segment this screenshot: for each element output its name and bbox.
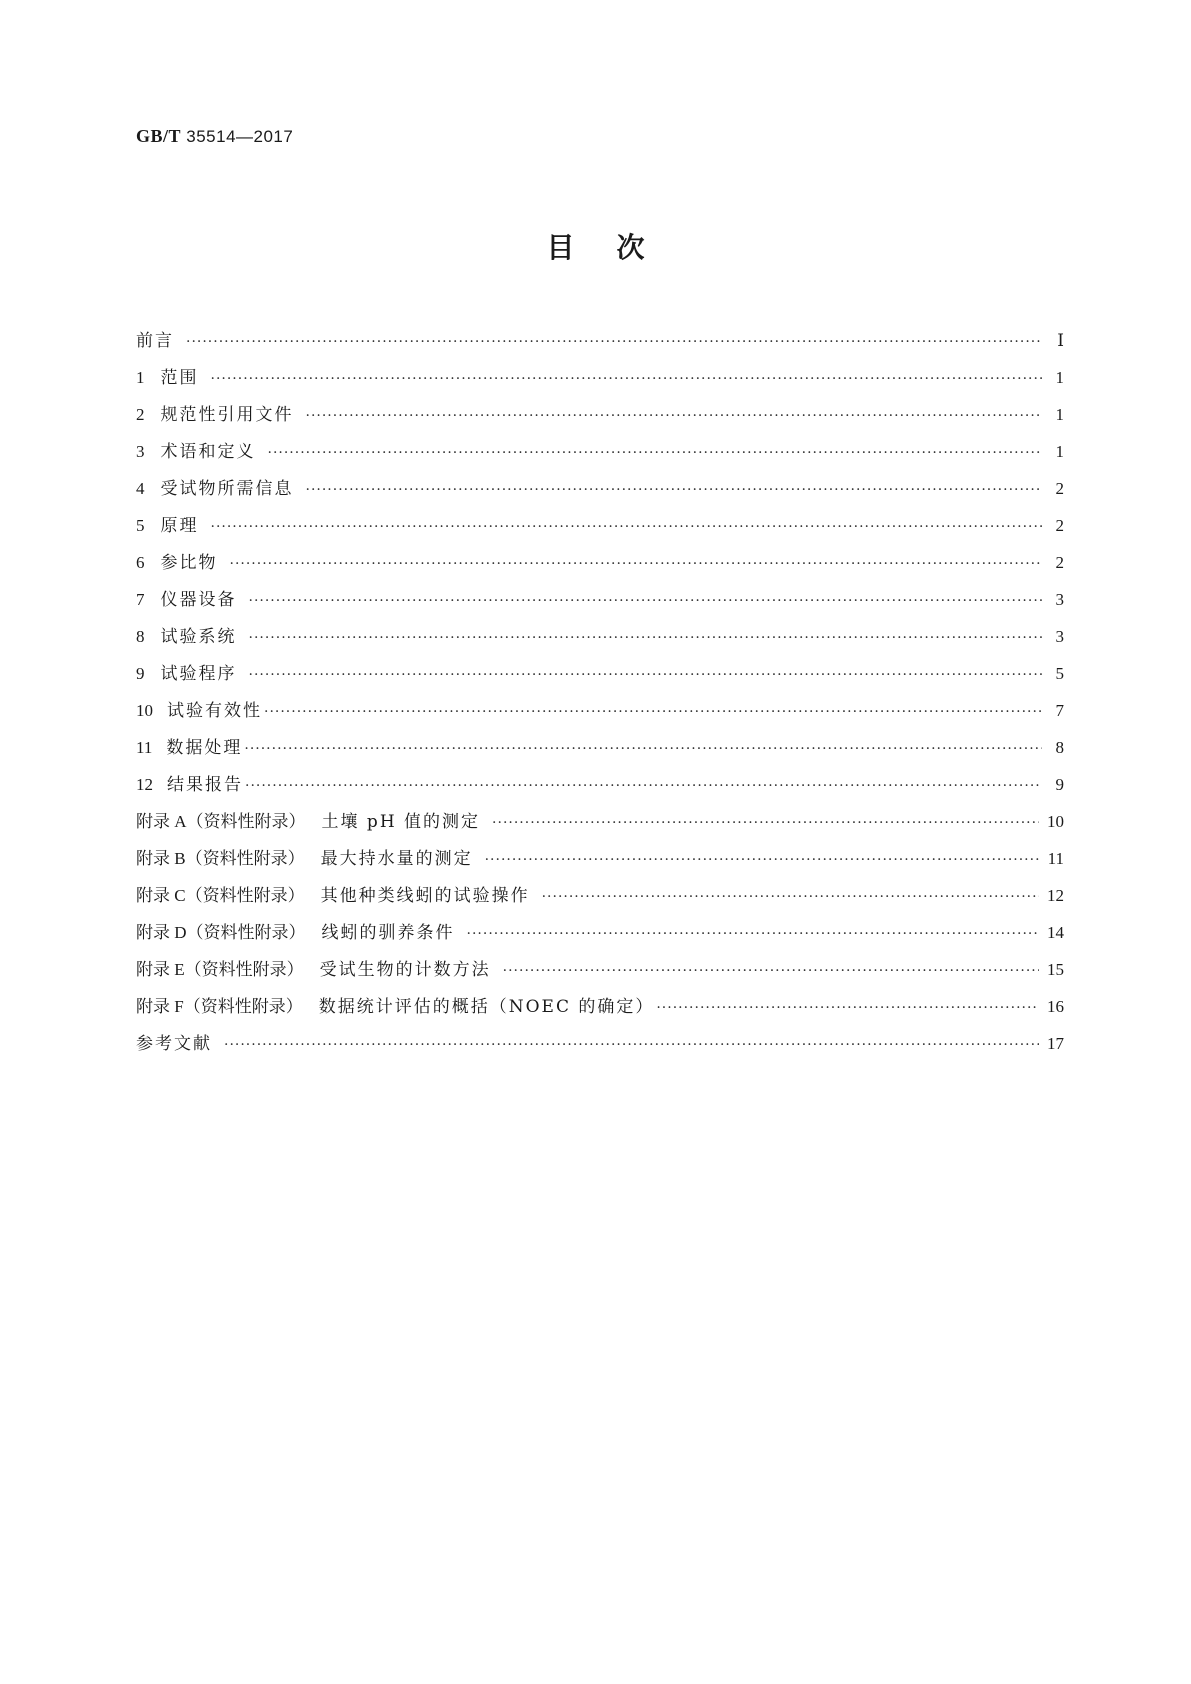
toc-dot-leader bbox=[492, 815, 1039, 831]
toc-dot-leader bbox=[264, 704, 1042, 720]
toc-entry-page: 1 bbox=[1055, 368, 1064, 387]
toc-entry-label: 线蚓的驯养条件 bbox=[321, 923, 455, 943]
toc-entry-page: 1 bbox=[1055, 442, 1064, 461]
toc-dot-leader bbox=[224, 1037, 1039, 1053]
toc-entry-number: 10 bbox=[136, 701, 153, 720]
toc-entry-page: 3 bbox=[1055, 590, 1064, 609]
toc-entry-label: 试验有效性 bbox=[167, 701, 262, 721]
toc-entry-annex-c[interactable] bbox=[136, 881, 1064, 918]
toc-entry-annex-b[interactable] bbox=[136, 844, 1064, 881]
toc-dot-leader bbox=[186, 334, 1042, 350]
toc-dot-leader bbox=[306, 482, 1043, 498]
toc-entry-page: 3 bbox=[1055, 627, 1064, 646]
toc-entry-page: 12 bbox=[1047, 886, 1064, 905]
page-title: 目次 bbox=[546, 231, 687, 264]
toc-entry-page: 7 bbox=[1055, 701, 1064, 720]
toc-dot-leader bbox=[268, 445, 1043, 461]
toc-entry-number: 1 bbox=[136, 368, 145, 387]
toc-entry-page: 5 bbox=[1055, 664, 1064, 683]
toc-dot-leader bbox=[306, 408, 1043, 424]
toc-dot-leader bbox=[503, 963, 1039, 979]
toc-annex-number: 附录 F（资料性附录） bbox=[136, 997, 303, 1016]
toc-entry-page: 9 bbox=[1055, 775, 1064, 794]
toc-entry-number: 9 bbox=[136, 664, 145, 683]
toc-dot-leader bbox=[230, 556, 1043, 572]
standard-code bbox=[136, 126, 293, 147]
toc-dot-leader bbox=[211, 371, 1043, 387]
toc-entry-annex-d[interactable] bbox=[136, 918, 1064, 955]
toc-entry-page: 1 bbox=[1055, 405, 1064, 424]
toc-dot-leader bbox=[245, 778, 1042, 794]
toc-dot-leader bbox=[542, 889, 1039, 905]
toc-entry-page: 2 bbox=[1055, 553, 1064, 572]
toc-entry-6[interactable] bbox=[136, 548, 1064, 585]
toc-entry-label: 规范性引用文件 bbox=[160, 405, 294, 425]
toc-entry-number: 5 bbox=[136, 516, 145, 535]
toc-entry-page: Ⅰ bbox=[1057, 331, 1064, 350]
toc-entry-number: 8 bbox=[136, 627, 145, 646]
toc-entry-page: 16 bbox=[1047, 997, 1064, 1016]
toc-entry-label: 结果报告 bbox=[167, 775, 243, 795]
toc-entry-1[interactable] bbox=[136, 363, 1064, 400]
toc-dot-leader bbox=[656, 1000, 1039, 1016]
toc-dot-leader bbox=[249, 630, 1043, 646]
toc-entry-page: 17 bbox=[1047, 1034, 1064, 1053]
toc-entry-page: 15 bbox=[1047, 960, 1064, 979]
toc-entry-bibliography[interactable] bbox=[136, 1029, 1064, 1066]
toc-entry-8[interactable] bbox=[136, 622, 1064, 659]
toc-entry-page: 11 bbox=[1047, 849, 1064, 868]
toc-entry-label: 受试物所需信息 bbox=[160, 479, 294, 499]
toc-entry-label: 土壤 pH 值的测定 bbox=[321, 812, 481, 832]
toc-annex-number: 附录 E（资料性附录） bbox=[136, 960, 304, 979]
toc-entry-label: 参考文献 bbox=[136, 1034, 212, 1054]
toc-entry-number: 4 bbox=[136, 479, 145, 498]
standard-number: 35514—2017 bbox=[186, 127, 294, 146]
toc-entry-label: 最大持水量的测定 bbox=[320, 849, 473, 869]
toc-entry-label: 原理 bbox=[160, 516, 199, 536]
toc-entry-page: 10 bbox=[1047, 812, 1064, 831]
toc-entry-label: 仪器设备 bbox=[160, 590, 237, 610]
toc-entry-page: 2 bbox=[1055, 479, 1064, 498]
toc-entry-2[interactable] bbox=[136, 400, 1064, 437]
toc-entry-number: 3 bbox=[136, 442, 145, 461]
toc-entry-number: 11 bbox=[136, 738, 153, 757]
toc-entry-label: 受试生物的计数方法 bbox=[319, 960, 491, 980]
toc-annex-number: 附录 A（资料性附录） bbox=[136, 812, 306, 831]
toc-entry-number: 6 bbox=[136, 553, 145, 572]
toc-entry-9[interactable] bbox=[136, 659, 1064, 696]
toc-entry-3[interactable] bbox=[136, 437, 1064, 474]
toc-entry-annex-a[interactable] bbox=[136, 807, 1064, 844]
toc-dot-leader bbox=[211, 519, 1043, 535]
toc-dot-leader bbox=[249, 593, 1043, 609]
toc-entry-label: 数据处理 bbox=[166, 738, 243, 758]
toc-entry-label: 试验程序 bbox=[160, 664, 237, 684]
toc-entry-12[interactable] bbox=[136, 770, 1064, 807]
toc-entry-label: 术语和定义 bbox=[160, 442, 256, 462]
toc-annex-number: 附录 C（资料性附录） bbox=[136, 886, 305, 905]
toc-entry-number: 2 bbox=[136, 405, 145, 424]
toc-entry-11[interactable] bbox=[136, 733, 1064, 770]
toc-entry-5[interactable] bbox=[136, 511, 1064, 548]
toc-entry-annex-f[interactable] bbox=[136, 992, 1064, 1029]
toc-annex-number: 附录 B（资料性附录） bbox=[136, 849, 305, 868]
toc-entry-page: 8 bbox=[1055, 738, 1064, 757]
toc-dot-leader bbox=[467, 926, 1039, 942]
toc-dot-leader bbox=[249, 667, 1043, 683]
standard-prefix: GB/T bbox=[136, 126, 182, 146]
toc-entry-page: 2 bbox=[1055, 516, 1064, 535]
toc-entry-annex-e[interactable] bbox=[136, 955, 1064, 992]
toc-dot-leader bbox=[485, 852, 1040, 868]
toc-entry-label: 参比物 bbox=[160, 553, 218, 573]
toc-dot-leader bbox=[244, 741, 1042, 757]
toc-entry-label: 数据统计评估的概括（NOEC 的确定） bbox=[318, 997, 655, 1017]
toc-entry-number: 12 bbox=[136, 775, 153, 794]
toc-entry-label: 前言 bbox=[136, 331, 174, 351]
toc-entry-label: 试验系统 bbox=[160, 627, 237, 647]
toc-entry-4[interactable] bbox=[136, 474, 1064, 511]
table-of-contents bbox=[136, 326, 1064, 1066]
toc-entry-number: 7 bbox=[136, 590, 145, 609]
toc-entry-page: 14 bbox=[1047, 923, 1064, 942]
toc-entry-label: 范围 bbox=[160, 368, 199, 388]
toc-entry-10[interactable] bbox=[136, 696, 1064, 733]
toc-entry-foreword[interactable] bbox=[136, 326, 1064, 363]
toc-annex-number: 附录 D（资料性附录） bbox=[136, 923, 306, 942]
toc-entry-label: 其他种类线蚓的试验操作 bbox=[320, 886, 530, 906]
toc-entry-7[interactable] bbox=[136, 585, 1064, 622]
